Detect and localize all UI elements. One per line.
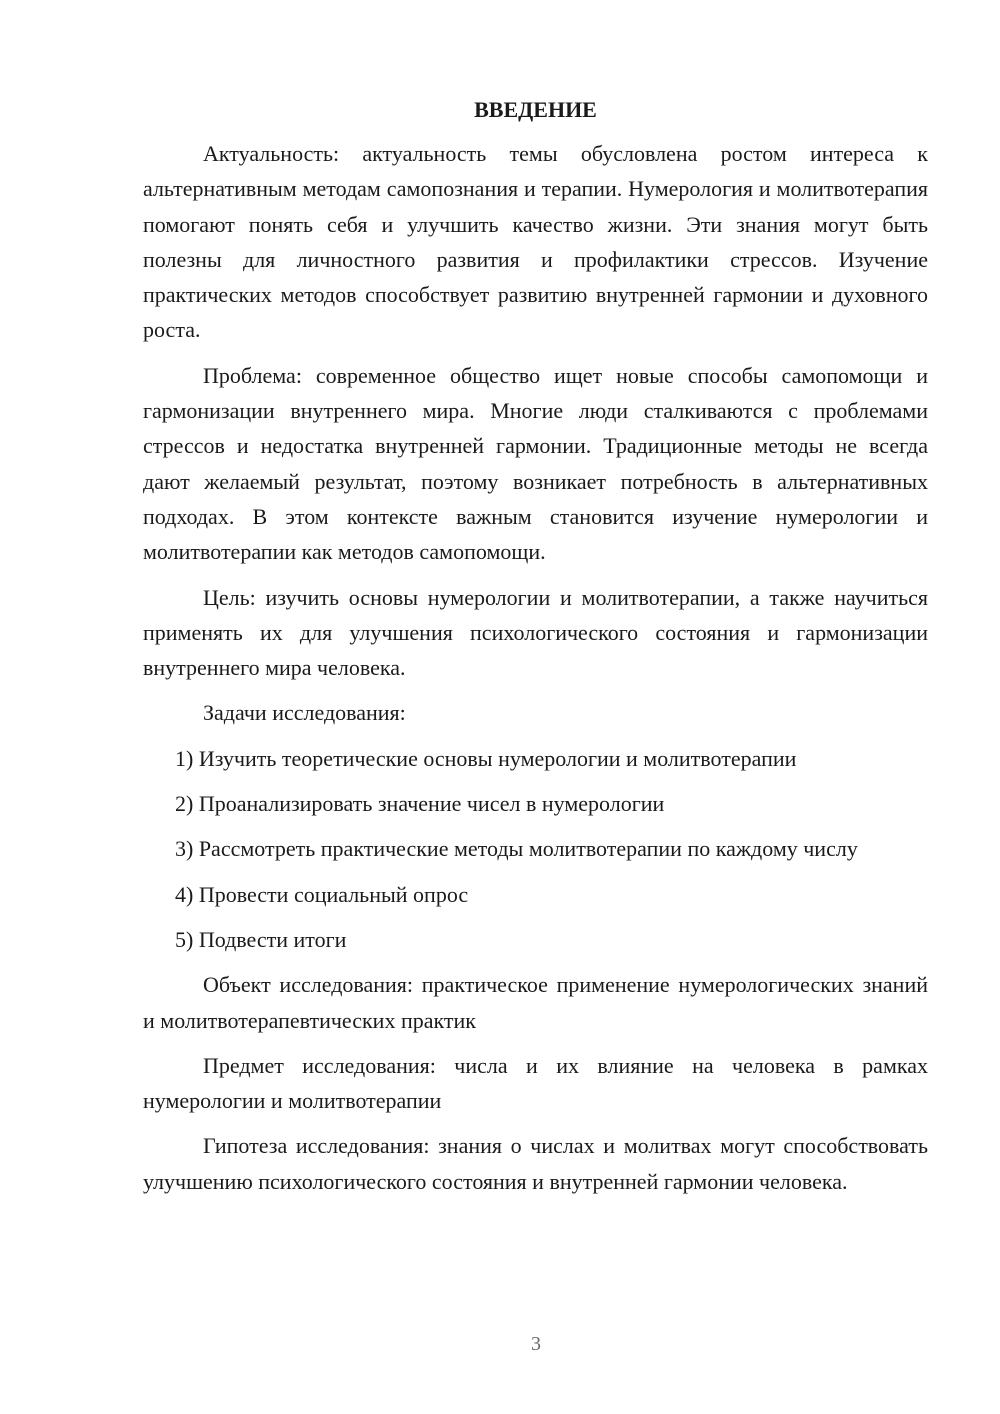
paragraph-tasks-heading: Задачи исследования: bbox=[203, 700, 406, 726]
task-item: 1) Изучить теоретические основы нумерологии и молитвотерапии bbox=[175, 745, 797, 771]
page-title: ВВЕДЕНИЕ bbox=[474, 97, 597, 122]
paragraph-object: Объект исследования: практическое применение нумерологических знаний и молитвотерапевтических практик bbox=[143, 972, 928, 1033]
paragraph-goal: Цель: изучить основы нумерологии и молитвотерапии, а также научиться применять их для улучшения психологического состояния и гармонизации внутреннего мира человека. bbox=[143, 584, 928, 681]
task-item: 3) Рассмотреть практические методы молитвотерапии по каждому числу bbox=[175, 836, 858, 862]
paragraph-relevance: Актуальность: актуальность темы обусловлена ростом интереса к альтернативным методам самопознания и терапии. Нумерология и молитвотерапия помогают понять себя и улучшить качество жизни. Эти знания могут быть полезны для личностного развития и профилактики стрессов. Изучение практических методов способствует развитию внутренней гармонии и духовного роста. bbox=[143, 141, 928, 343]
paragraph-hypothesis: Гипотеза исследования: знания о числах и молитвах могут способствовать улучшению психологического состояния и внутренней гармонии человека. bbox=[143, 1133, 928, 1194]
task-item: 2) Проанализировать значение чисел в нумерологии bbox=[175, 791, 665, 817]
paragraph-problem: Проблема: современное общество ищет новые способы самопомощи и гармонизации внутреннего мира. Многие люди сталкиваются с проблемами стрессов и недостатка внутренней гармонии. Традиционные методы не всегда дают желаемый результат, поэтому возникает потребность в альтернативных подходах. В этом контексте важным становится изучение нумерологии и молитвотерапии как методов самопомощи. bbox=[143, 362, 928, 565]
text-body bbox=[143, 90, 928, 1209]
page-number: 3 bbox=[531, 1333, 541, 1355]
paragraph-subject: Предмет исследования: числа и их влияние на человека в рамках нумерологии и молитвотерапии bbox=[143, 1052, 928, 1114]
task-item: 5) Подвести итоги bbox=[175, 926, 347, 952]
task-item: 4) Провести социальный опрос bbox=[175, 881, 469, 907]
